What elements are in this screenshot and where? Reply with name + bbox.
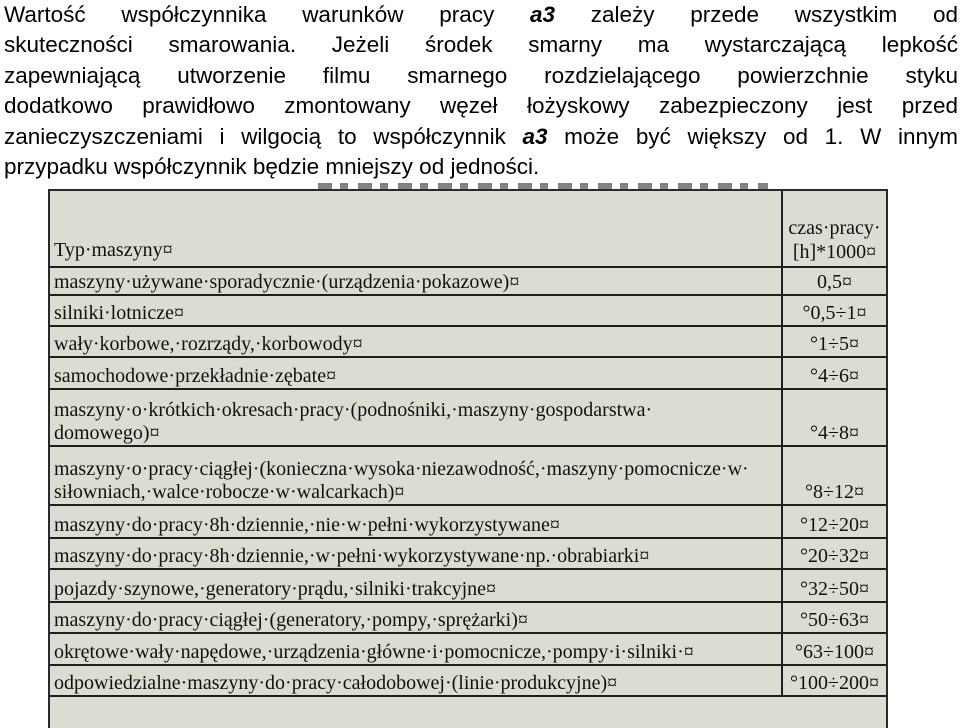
operating-time-cell: °1÷5¤: [782, 326, 886, 357]
machine-type-cell: odpowiedzialne·maszyny·do·pracy·całodobowej·(linie·produkcyjne)¤: [50, 665, 782, 696]
machine-type-cell: maszyny·do·pracy·ciągłej·(generatory,·pompy,·sprężarki)¤: [50, 602, 782, 633]
paragraph-line-1: Wartość współczynnika warunków pracy a3 zależy przede wszystkim od: [4, 2, 958, 27]
machine-type-cell: maszyny·używane·sporadycznie·(urządzenia·pokazowe)¤: [50, 267, 782, 295]
machine-type-cell: okrętowe·wały·napędowe,·urządzenia·główne·i·pomocnicze,·pompy·i·silniki·¤: [50, 633, 782, 665]
paragraph-line-4: dodatkowo prawidłowo zmontowany węzeł łożyskowy zabezpieczony jest przed: [4, 93, 958, 119]
table-row: [50, 446, 886, 505]
table-row: [50, 569, 886, 602]
table-row: [50, 357, 886, 389]
table-row: [50, 267, 886, 295]
operating-time-cell: °0,5÷1¤: [782, 295, 886, 326]
operating-time-cell: 0,5¤: [782, 267, 886, 295]
table-header-row: [50, 191, 886, 267]
operating-time-table: [48, 189, 888, 728]
operating-time-cell: °4÷6¤: [782, 357, 886, 389]
table-row: [50, 633, 886, 665]
machine-type-cell: maszyny·do·pracy·8h·dziennie,·w·pełni·wykorzystywane·np.·obrabiarki¤: [50, 538, 782, 569]
paragraph-line-6: przypadku współczynnik będzie mniejszy od jedności.: [4, 154, 540, 180]
table-row: [50, 538, 886, 569]
header-machine-type: Typ·maszyny¤: [50, 191, 782, 267]
operating-time-cell: °12÷20¤: [782, 505, 886, 538]
paragraph-line-3: zapewniającą utworzenie filmu smarnego rozdzielającego powierzchnie styku: [4, 62, 958, 88]
operating-time-cell: °32÷50¤: [782, 569, 886, 602]
table-row: [50, 505, 886, 538]
paragraph-line-5: zanieczyszczeniami i wilgocią to współczynnik a3 może być większy od 1. W innym: [4, 123, 958, 149]
machine-type-cell: samochodowe·przekładnie·zębate¤: [50, 357, 782, 389]
machine-type-cell: pojazdy·szynowe,·generatory·prądu,·silniki·trakcyjne¤: [50, 569, 782, 602]
operating-time-cell: °4÷8¤: [782, 389, 886, 446]
table-row: [50, 326, 886, 357]
description-paragraph: [4, 0, 958, 182]
operating-time-cell: °100÷200¤: [782, 665, 886, 696]
coefficient-a3: a3: [529, 2, 555, 27]
header-operating-time: czas·pracy· [h]*1000¤: [782, 191, 886, 267]
table-row: [50, 602, 886, 633]
coefficient-a3: a3: [522, 123, 548, 149]
paragraph-line-2: skuteczności smarowania. Jeżeli środek smarny ma wystarczającą lepkość: [4, 32, 958, 58]
table-row: [50, 665, 886, 696]
operating-time-cell: °20÷32¤: [782, 538, 886, 569]
operating-time-cell: °50÷63¤: [782, 602, 886, 633]
machine-type-cell: maszyny·do·pracy·8h·dziennie,·nie·w·pełni·wykorzystywane¤: [50, 505, 782, 538]
operating-time-cell: °8÷12¤: [782, 446, 886, 505]
machine-type-cell: silniki·lotnicze¤: [50, 295, 782, 326]
machine-type-cell: maszyny·o·pracy·ciągłej·(konieczna·wysoka·niezawodność,·maszyny·pomocnicze·w· siłowniach,·walce·robocze·w·walcarkach)¤: [50, 446, 782, 505]
table-row: [50, 389, 886, 446]
machine-type-cell: maszyny·o·krótkich·okresach·pracy·(podnośniki,·maszyny·gospodarstwa· domowego)¤: [50, 389, 782, 446]
machine-type-cell: wały·korbowe,·rozrządy,·korbowody¤: [50, 326, 782, 357]
operating-time-cell: °63÷100¤: [782, 633, 886, 665]
table-row: [50, 295, 886, 326]
